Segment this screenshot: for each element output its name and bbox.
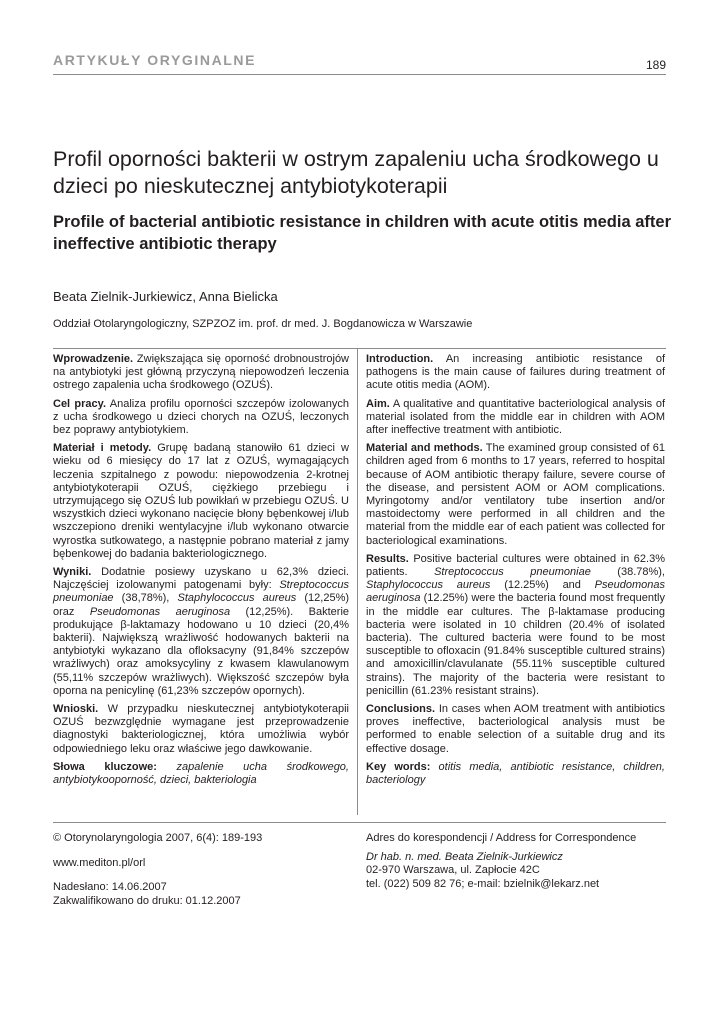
organism-name: Staphylococcus aureus (366, 579, 491, 592)
article-title-polish: Profil oporności bakterii w ostrym zapaleniu ucha środkowego u dzieci po nieskutecznej antybiotykoterapii (53, 147, 659, 198)
page-number: 189 (645, 58, 666, 72)
journal-url[interactable]: www.mediton.pl/orl (53, 856, 146, 869)
author-affiliation: Oddział Otolaryngologiczny, SZPZOZ im. prof. dr med. J. Bogdanowicza w Warszawie (53, 318, 473, 330)
section-label: Introduction. (366, 353, 434, 365)
received-date: Nadesłano: 14.06.2007 (53, 881, 167, 893)
accepted-date: Zakwalifikowano do druku: 01.12.2007 (53, 894, 241, 907)
section-text: Positive bacterial cultures were obtained in 62.3% patients. (366, 552, 665, 579)
correspondence-address: 02-970 Warszawa, ul. Zapłocie 42C (366, 864, 540, 876)
abstract-pl-methods (53, 442, 349, 561)
section-label: Conclusions. (366, 703, 436, 716)
keywords-text: zapalenie ucha środkowego, antybiotykooporność, dzieci, bakteriologia (53, 760, 349, 787)
abstract-pl-introduction (53, 353, 349, 393)
section-text: (12,25%) oraz (53, 592, 350, 618)
abstract-english (366, 353, 665, 792)
section-text: A qualitative and quantitative bacteriological analysis of material isolated from the middle ear in children with AOM after ineffective treatment with antibiotic. (366, 397, 665, 437)
section-text: An increasing antibiotic resistance of pathogens is the main cause of failures during treatment of acute otitis media (AOM). (366, 353, 665, 392)
journal-citation: © Otorynolaryngologia 2007, 6(4): 189-193 (53, 832, 263, 844)
organism-name: Staphylococcus aureus (177, 592, 297, 605)
abstract-en-introduction (366, 353, 665, 393)
column-divider (357, 348, 358, 815)
section-text: (38,78%), (121, 592, 170, 605)
abstract-en-keywords (366, 761, 665, 787)
header-divider (53, 74, 666, 75)
organism-name: Streptococcus pneumoniae (434, 566, 591, 579)
section-text: (12,25%). Bakterie produkujące β-laktamazy hodowano u 10 dzieci (20,4% bakterii). Największą wrażliwość hodowanych bakterii na antybiotyki wykazano dla ofloksacyny (91,84% szczepów wrażliwych) oraz amoksycyliny z kwasem klawulanowym (55,11% szczepów wrażliwych). Większość szczepów była oporna na penicylinę (61,23% szczepów opornych). (53, 605, 350, 697)
correspondence-contact[interactable]: tel. (022) 509 82 76; e-mail: bzielnik@lekarz.net (366, 877, 600, 890)
section-text: The examined group consisted of 61 children aged from 6 months to 17 years, referred to hospital because of AOM antibiotic therapy failure, severe course of the disease, and persistent AOM or AOM complications. Myringotomy and/or ventilatory tube insertion and/or mastoidectomy were performed in all children and the material from the middle ear of each patient was collected for bacteriological examinations. (366, 442, 666, 547)
section-text: (12.25%) and (504, 579, 581, 592)
section-label: Wyniki. (53, 566, 92, 579)
publication-info (53, 832, 343, 908)
abstract-pl-results (53, 566, 349, 698)
section-text: Dodatnie posiewy uzyskano u 62,3% dzieci. Najczęściej izolowanymi patogenami były: (53, 566, 349, 592)
article-title-english: Profile of bacterial antibiotic resistance in children with acute otitis media after ineffective antibiotic therapy (53, 213, 671, 253)
section-text: W przypadku nieskutecznej antybiotykoterapii OZUŚ bezwzględnie wymagane jest przeprowadzenie diagnostyki bakteriologicznej, która umożliwia wybór odpowiedniego leku oraz właściwe jego dawkowanie. (53, 703, 349, 755)
section-text: Grupę badaną stanowiło 61 dzieci w wieku od 6 miesięcy do 17 lat z OZUŚ, wymagających leczenia szpitalnego z powodu: niepowodzenia 2-krotnej antybiotykoterapii OZUŚ, ciężkiego przebiegu i utrzymującego się OZUŚ lub powikłań w przebiegu OZUŚ. U wszystkich dzieci wykonano nacięcie błony bębenkowej i/lub wszczepiono dreniki wentylacyjne i/lub wykonano otwarcie wyrostka sutkowatego, a następnie pobrano materiał z jamy bębenkowej do badania bakteriologicznego. (53, 442, 349, 560)
section-label: Materiał i metody. (53, 442, 152, 455)
abstract-polish (53, 353, 349, 792)
section-label: Results. (366, 552, 409, 565)
section-label: Aim. (366, 397, 390, 410)
section-text: (12.25%) were the bacteria found most frequently in the middle ear cultures. The β-laktamase producing bacteria were isolated in 10 children (20.4% of isolated bacteria). The cultured bacteria were found to be most susceptible to ofloxacin (91.84% susceptible cultured strains) and amoxicillin/clavulanate (55.11% susceptible cultured strains). The majority of the bacteria were resistant to penicillin (61.23% resistant strains). (366, 592, 665, 697)
abstract-pl-conclusions (53, 703, 349, 756)
section-label: Material and methods. (366, 442, 483, 455)
abstract-en-aim (366, 398, 665, 438)
section-label: Wnioski. (53, 703, 99, 716)
correspondence-name: Dr hab. n. med. Beata Zielnik-Jurkiewicz (366, 850, 563, 863)
organism-name: Streptococcus pneumoniae (53, 579, 350, 605)
section-text: Zwiększająca się oporność drobnoustrojów na antybiotyki jest główną przyczyną niepowodzeń leczenia ostrego zapalenia ucha środkowego (OZUŚ). (53, 353, 350, 392)
abstract-pl-keywords (53, 761, 349, 787)
keywords-text: otitis media, antibiotic resistance, children, bacteriology (366, 760, 665, 787)
section-label: Wprowadzenie. (53, 353, 134, 365)
correspondence-heading: Adres do korespondencji / Address for Correspondence (366, 832, 637, 844)
abstract-pl-aim (53, 398, 349, 438)
organism-name: Pseudomonas aeruginosa (89, 605, 231, 618)
organism-name: Pseudomonas aeruginosa (366, 579, 665, 605)
section-text: In cases when AOM treatment with antibiotics proves ineffective, bacteriological analysis must be performed to enable selection of a suitable drug and its effective dosage. (366, 703, 665, 755)
abstract-top-divider (53, 348, 666, 349)
author-list: Beata Zielnik-Jurkiewicz, Anna Bielicka (53, 289, 278, 304)
correspondence-info (366, 832, 666, 891)
abstract-en-results (366, 553, 665, 698)
section-text: Analiza profilu oporności szczepów izolowanych z ucha środkowego u dzieci chorych na OZUŚ, leczonych bez poprawy antybiotykiem. (53, 397, 349, 437)
journal-section-label: ARTYKUŁY ORYGINALNE (53, 52, 257, 68)
section-label: Cel pracy. (53, 397, 107, 410)
section-text: (38.78%), (617, 566, 665, 579)
section-label: Słowa kluczowe: (53, 760, 157, 773)
footer-divider (53, 822, 666, 823)
section-label: Key words: (366, 760, 431, 773)
abstract-en-methods (366, 442, 665, 548)
abstract-en-conclusions (366, 703, 665, 756)
